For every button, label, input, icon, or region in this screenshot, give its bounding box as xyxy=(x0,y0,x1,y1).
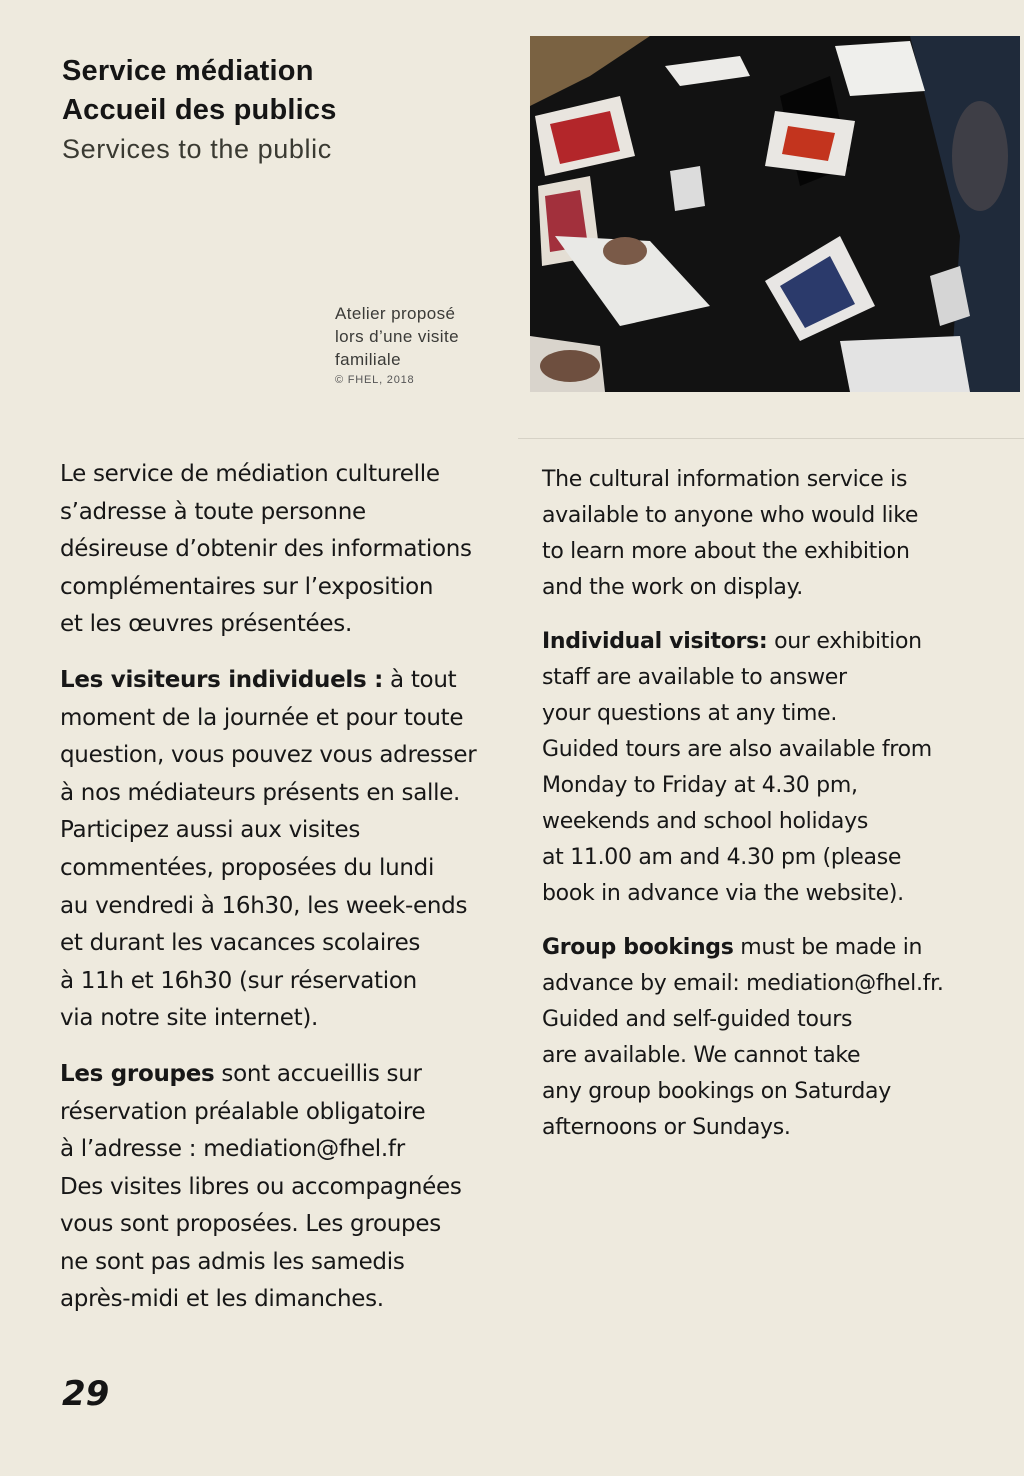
french-groups-label: Les groupes xyxy=(60,1060,215,1087)
column-divider xyxy=(518,438,1024,439)
english-column xyxy=(542,462,972,1146)
french-groups-text: sont accueillis sur réservation préalable obligatoire à l’adresse : mediation@fhel.fr Des visites libres ou accompagnées vous sont proposées. Les groupes ne sont pas admis les samedis après-midi et les dimanches. xyxy=(60,1060,462,1313)
english-individuals-paragraph xyxy=(542,624,972,912)
workshop-photo xyxy=(530,36,1020,392)
heading-english: Services to the public xyxy=(62,134,332,164)
page-number: 29 xyxy=(62,1374,110,1414)
english-groups-text: must be made in advance by email: mediation@fhel.fr. Guided and self-guided tours are available. We cannot take any group bookings on Saturday afternoons or Sundays. xyxy=(542,935,944,1140)
french-column xyxy=(60,456,510,1319)
french-individuals-label: Les visiteurs individuels : xyxy=(60,666,384,693)
english-intro: The cultural information service is available to anyone who would like to learn more about the exhibition and the work on display. xyxy=(542,467,919,600)
heading-line-2: Accueil des publics xyxy=(62,94,337,126)
english-groups-label: Group bookings xyxy=(542,935,734,960)
photo-caption xyxy=(335,302,459,389)
section-heading xyxy=(62,52,337,168)
french-groups-paragraph xyxy=(60,1056,510,1319)
french-individuals-paragraph xyxy=(60,662,510,1038)
caption-text: Atelier proposé lors d’une visite familiale xyxy=(335,304,459,369)
english-individuals-label: Individual visitors: xyxy=(542,629,768,654)
french-intro: Le service de médiation culturelle s’adresse à toute personne désireuse d’obtenir des informations complémentaires sur l’exposition et les œuvres présentées. xyxy=(60,461,472,638)
heading-line-1: Service médiation xyxy=(62,55,314,87)
photo-credit: © FHEL, 2018 xyxy=(335,374,415,386)
french-individuals-text: à tout moment de la journée et pour toute question, vous pouvez vous adresser à nos médiateurs présents en salle. Participez aussi aux visites commentées, proposées du lundi au vendredi à 16h30, les week-ends et durant les vacances scolaires à 11h et 16h30 (sur réservation via notre site internet). xyxy=(60,666,477,1032)
english-individuals-text: our exhibition staff are available to answer your questions at any time. Guided tours are also available from Monday to Friday at 4.30 pm, weekends and school holidays at 11.00 am and 4.30 pm (please book in advance via the website). xyxy=(542,629,932,906)
english-groups-paragraph xyxy=(542,930,972,1146)
